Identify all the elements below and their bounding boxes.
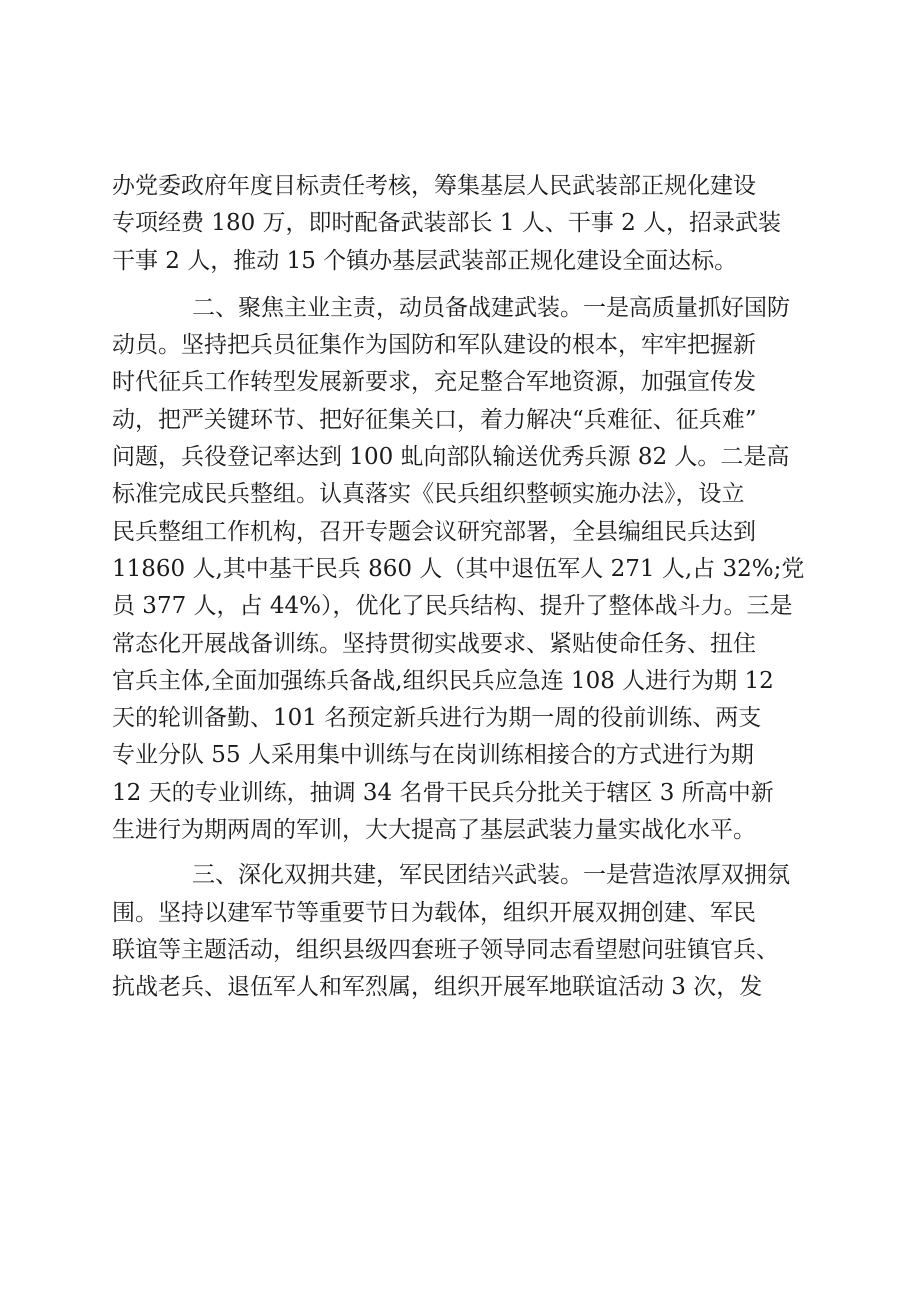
paragraph-2-line-1: 二、聚焦主业主责，动员备战建武装。一是高质量抓好国防 <box>192 294 790 321</box>
paragraph-2-line-15: 生进行为期两周的军训，大大提高了基层武装力量实战化水平。 <box>112 817 756 844</box>
paragraph-1-line-1: 办党委政府年度目标责任考核，筹集基层人民武装部正规化建设 <box>112 173 756 199</box>
paragraph-2-line-11: 官兵主体,全面加强练兵备战,组织民兵应急连 108 人进行为期 12 <box>112 667 774 694</box>
paragraph-2 <box>112 290 822 849</box>
paragraph-2-line-7: 民兵整组工作机构，召开专题会议研究部署，全县编组民兵达到 <box>112 518 756 545</box>
paragraph-2-line-5: 问题，兵役登记率达到 100 虬向部队输送优秀兵源 82 人。二是高 <box>112 444 790 471</box>
paragraph-2-line-4: 动，把严关键环节、把好征集关口，着力解决“兵难征、征兵难” <box>112 406 757 433</box>
paragraph-2-line-8: 11860 人,其中基干民兵 860 人（其中退伍军人 271 人,占 32%;党 <box>112 555 805 582</box>
paragraph-3 <box>112 857 822 1006</box>
paragraph-2-line-3: 时代征兵工作转型发展新要求，充足整合军地资源，加强宣传发 <box>112 369 756 396</box>
paragraph-1-line-3: 干事 2 人，推动 15 个镇办基层武装部正规化建设全面达标。 <box>112 247 738 274</box>
paragraph-2-line-9: 员 377 人，占 44%），优化了民兵结构、提升了整体战斗力。三是 <box>112 593 793 620</box>
paragraph-2-line-10: 常态化开展战备训练。坚持贯彻实战要求、紧贴使命任务、扭住 <box>112 630 756 657</box>
paragraph-3-line-3: 联谊等主题活动，组织县级四套班子领导同志看望慰问驻镇官兵、 <box>112 936 779 963</box>
paragraph-3-line-2: 围。坚持以建军节等重要节日为载体，组织开展双拥创建、军民 <box>112 899 756 926</box>
paragraph-1 <box>112 168 822 280</box>
paragraph-3-line-1: 三、深化双拥共建，军民团结兴武装。一是营造浓厚双拥氛 <box>192 862 790 889</box>
paragraph-2-line-6: 标准完成民兵整组。认真落实《民兵组织整顿实施办法》，设立 <box>112 481 745 508</box>
paragraph-2-line-12: 天的轮训备勤、101 名预定新兵进行为期一周的役前训练、两支 <box>112 705 762 732</box>
document-body <box>112 168 822 1007</box>
paragraph-2-line-13: 专业分队 55 人采用集中训练与在岗训练相接合的方式进行为期 <box>112 742 754 769</box>
paragraph-1-line-2: 专项经费 180 万，即时配备武装部长 1 人、干事 2 人，招录武装 <box>112 210 782 237</box>
paragraph-2-line-2: 动员。坚持把兵员征集作为国防和军队建设的根本，牢牢把握新 <box>112 332 756 359</box>
paragraph-2-line-14: 12 天的专业训练，抽调 34 名骨干民兵分批关于辖区 3 所高中新 <box>112 779 774 806</box>
paragraph-3-line-4: 抗战老兵、退伍军人和军烈属，组织开展军地联谊活动 3 次，发 <box>112 974 763 1001</box>
